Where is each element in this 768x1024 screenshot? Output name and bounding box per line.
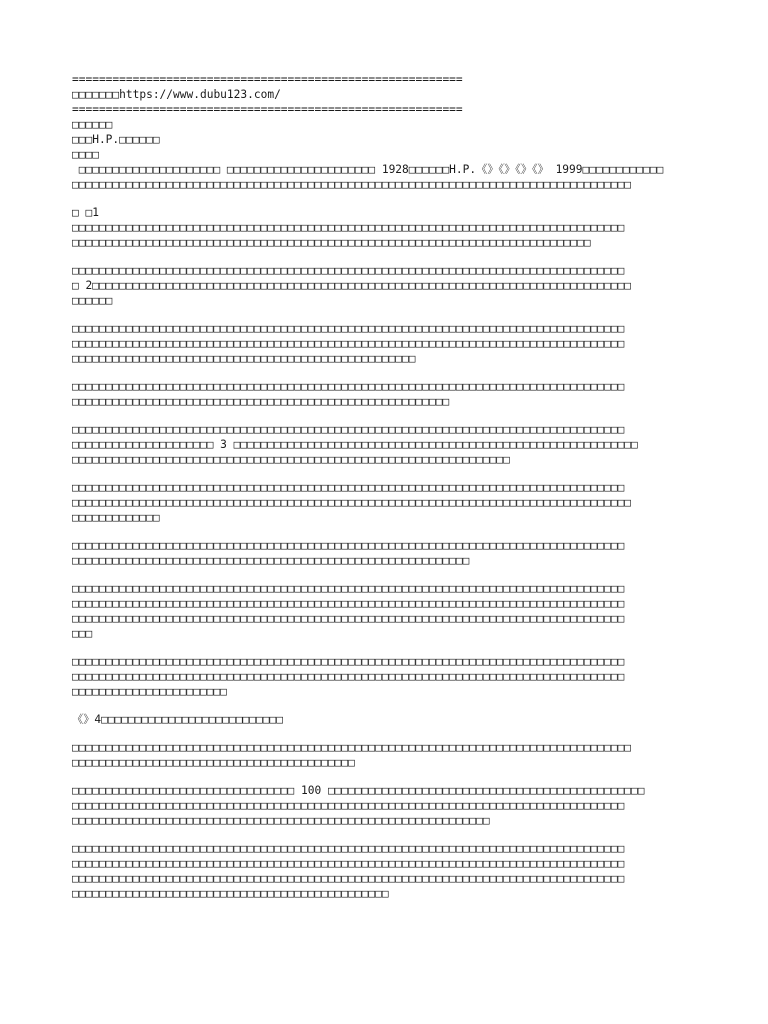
paragraph xyxy=(72,841,712,901)
paragraph-line: □□□□□□□□□□□□□□□□□□□□□□□□□□□□□□□□□□□□□□□□□□□□□□□□□□□□□□□□□□□□□□□□□□□□□□□□□□□□□□□□□□ xyxy=(72,612,625,625)
paragraph-line: □□□□□□□□□□□□□□□□□□□□□□□□□□□□□□□□□□□□□□□□□□□□□□□□□□□□□□□□□□□□□□□□□□□□□□□□□□□□□□□□□□□ xyxy=(72,741,632,754)
paragraph xyxy=(72,205,712,250)
paragraph-line: □□□□□□□□□□□□□□□□□□□□□□□□□□□□□□□□□□□□□□□□□□□□□□□□□□□ xyxy=(72,352,416,365)
paragraph-line: □□□□□□□□□□□□□□□□□□□□□□□□□□□□□□□□□□□□□□□□□□□□□□□□□□□□□□□□□□□□□□□□□□□□□□□□□□□□□□□□□□ xyxy=(72,423,625,436)
paragraph-line: □□□ xyxy=(72,627,93,640)
paragraph-line: □□□□□□□□□□□□□□□□□□□□□□□□□□□□□□□□□□□□□□□□□□□□□□□□□□□□□□□□□□□□□□□□□□□□□□□□□□□□□□□□□□ xyxy=(72,655,625,668)
author-line: □□□H.P.□□□□□□ xyxy=(72,133,160,146)
paragraph-line: □□□□□□□□□□□□□□□□□□□□□□□□□□□□□□□□□□□□□□□□□□□□□□□□□□□□□□□□□□□□□□□□□□□□□□□□□□□□□□□□□□ xyxy=(72,322,625,335)
paragraph-line: □□□□□□□□□□□□□□□□□□□□□□□□□□□□□□□□□□□□□□□□□□□□□□□□□□□□□□□□□□□□□□□□□□□□□□□□□□□□□□□□□□□ xyxy=(72,496,632,509)
paragraph xyxy=(72,422,712,467)
label-line: □□□□ xyxy=(72,148,99,161)
separator-line: ========================================================== xyxy=(72,73,463,86)
paragraph-line: □□□□□□□□□□□□□□□□□□□□□□□□□□□□□□□□□□□□□□□□□□□□□□□□□□□□□□□□□□□□□□□□□□□□□□□□□□□□□□□□□□ xyxy=(72,380,625,393)
paragraph-line: □□□□□□□□□□□□□□□□□□□□□□□□□□□□□□□□□□□□□□□□□□□□□□□□□□□□□□□□□□□□□□□□□□□□□□□□□□□□□□□□□□ xyxy=(72,872,625,885)
paragraph-line: □ 2□□□□□□□□□□□□□□□□□□□□□□□□□□□□□□□□□□□□□□□□□□□□□□□□□□□□□□□□□□□□□□□□□□□□□□□□□□□□□□□□ xyxy=(72,279,632,292)
paragraph-line: □□□□□□□□□□□□□□□□□□□□□□□□□□□□□□□□□□□□□□□□□□□□□□□□□□□□□□□□□□□□□□□□□□□□□□□□□□□□□□□□□□ xyxy=(72,337,625,350)
body-text xyxy=(72,205,712,901)
paragraph-line: □□□□□□□□□□□□□□□□□□□□□□□□□□□□□□□□□□□□□□□□□□□□□□□□□□□□□□□□□□□□□□□□□□□□□□□□□□□□□□□□□□ xyxy=(72,481,625,494)
paragraph-line: □□□□□□□□□□□□□□□□□□□□□□□□□□□□□□□□□□□□□□□□□□□□□□□□□□□□□□□□□□□□□□□□□□□□□□□□□□□□□□□□□□ xyxy=(72,670,625,683)
paragraph-line: □□□□□□□□□□□□□□□□□□□□□□□□□□□□□□□□□□□□□□□□□□□□□□□□□□□□□□□□□□□□□□□□□□□□□□□□□□□□□□□□□□ xyxy=(72,539,625,552)
paragraph xyxy=(72,263,712,308)
paragraph-line: □□□□□□□□□□□□□□□□□□□□□□□□□□□□□□□□□□□□□□□□□□□□□□□□□□□□□□□□□□□□□□□□□□□□□□□□□□□□□□□□□□ xyxy=(72,582,625,595)
paragraph xyxy=(72,581,712,641)
paragraph-line: □□□□□□□□□□□□□□□□□□□□□□□□□□□□□□□□□□□□□□□□□□□□□□□□□□□□□□□□□□□□□□□□□□□□□□□□□□□□□□□□□□ xyxy=(72,597,625,610)
paragraph-line: □□□□□□□□□□□□□□□□□□□□□□□ xyxy=(72,685,227,698)
paragraph xyxy=(72,783,712,828)
paragraph xyxy=(72,538,712,568)
paragraph-line: □□□□□□□□□□□□□□□□□□□□□□□□□□□□□□□□□ 100 □□□□□□□□□□□□□□□□□□□□□□□□□□□□□□□□□□□□□□□□□□□□□□□ xyxy=(72,784,645,797)
paragraph xyxy=(72,379,712,409)
paragraph xyxy=(72,480,712,525)
paragraph-line: □ □1 xyxy=(72,206,99,219)
paragraph xyxy=(72,321,712,366)
source-url-line: □□□□□□□https://www.dubu123.com/ xyxy=(72,88,281,101)
paragraph xyxy=(72,654,712,699)
document-header xyxy=(72,72,712,162)
paragraph-line: □□□□□□□□□□□□□□□□□□□□□□□□□□□□□□□□□□□□□□□□□□□□□□□□□□□□□□□□□□□□□□□□□ xyxy=(72,453,510,466)
intro-line: □□□□□□□□□□□□□□□□□□□□□□□□□□□□□□□□□□□□□□□□□□□□□□□□□□□□□□□□□□□□□□□□□□□□□□□□□□□□□□□□□□□ xyxy=(72,178,632,191)
intro-line: □□□□□□□□□□□□□□□□□□□□□ □□□□□□□□□□□□□□□□□□□□□□ 1928□□□□□□H.P.《》《》《》《》 1999□□□□□□□□□□□□ xyxy=(72,163,664,176)
paragraph-line: □□□□□□□□□□□□□□□□□□□□□□□□□□□□□□□□□□□□□□□□□□□□□□□□□□□□□□□□□□□□□□□□□□□□□□□□□□□□□ xyxy=(72,236,591,249)
paragraph-line: □□□□□□□□□□□□□□□□□□□□□□□□□□□□□□□□□□□□□□□□□□□□□□□□□□□□□□□□□□□□□□□□□□□□□□□□□□□□□□□□□□ xyxy=(72,857,625,870)
title-line: □□□□□□ xyxy=(72,118,113,131)
paragraph-line: □□□□□□□□□□□□□□□□□□□□□ 3 □□□□□□□□□□□□□□□□□□□□□□□□□□□□□□□□□□□□□□□□□□□□□□□□□□□□□□□□□□□□ xyxy=(72,438,638,451)
paragraph-line: □□□□□□□□□□□□□□□□□□□□□□□□□□□□□□□□□□□□□□□□□□□□□□□□□□□□□□□□□□□□□□□□□□□□□□□□□□□□□□□□□□ xyxy=(72,264,625,277)
paragraph-line: □□□□□□□□□□□□□□□□□□□□□□□□□□□□□□□□□□□□□□□□□□□□□□□ xyxy=(72,887,389,900)
intro-block xyxy=(72,162,712,192)
document-page xyxy=(72,72,712,901)
paragraph-line: □□□□□□□□□□□□□□□□□□□□□□□□□□□□□□□□□□□□□□□□□□□□□□□□□□□□□□□□□□□□□□□□□□□□□□□□□□□□□□□□□□ xyxy=(72,221,625,234)
paragraph xyxy=(72,740,712,770)
paragraph-line: □□□□□□ xyxy=(72,294,113,307)
paragraph-line: □□□□□□□□□□□□□ xyxy=(72,511,160,524)
paragraph-line: □□□□□□□□□□□□□□□□□□□□□□□□□□□□□□□□□□□□□□□□□□□□□□□□□□□□□□□□□□□□□□□□□□□□□□□□□□□□□□□□□□ xyxy=(72,842,625,855)
paragraph-line: 《》4□□□□□□□□□□□□□□□□□□□□□□□□□□□ xyxy=(72,713,283,726)
paragraph-line: □□□□□□□□□□□□□□□□□□□□□□□□□□□□□□□□□□□□□□□□□□□□□□□□□□□□□□□□ xyxy=(72,395,450,408)
paragraph xyxy=(72,712,712,727)
paragraph-line: □□□□□□□□□□□□□□□□□□□□□□□□□□□□□□□□□□□□□□□□□□□□□□□□□□□□□□□□□□□□□□ xyxy=(72,814,490,827)
paragraph-line: □□□□□□□□□□□□□□□□□□□□□□□□□□□□□□□□□□□□□□□□□□□□□□□□□□□□□□□□□□□ xyxy=(72,554,470,567)
separator-line: ========================================================== xyxy=(72,103,463,116)
paragraph-line: □□□□□□□□□□□□□□□□□□□□□□□□□□□□□□□□□□□□□□□□□□□□□□□□□□□□□□□□□□□□□□□□□□□□□□□□□□□□□□□□□□ xyxy=(72,799,625,812)
paragraph-line: □□□□□□□□□□□□□□□□□□□□□□□□□□□□□□□□□□□□□□□□□□ xyxy=(72,756,355,769)
